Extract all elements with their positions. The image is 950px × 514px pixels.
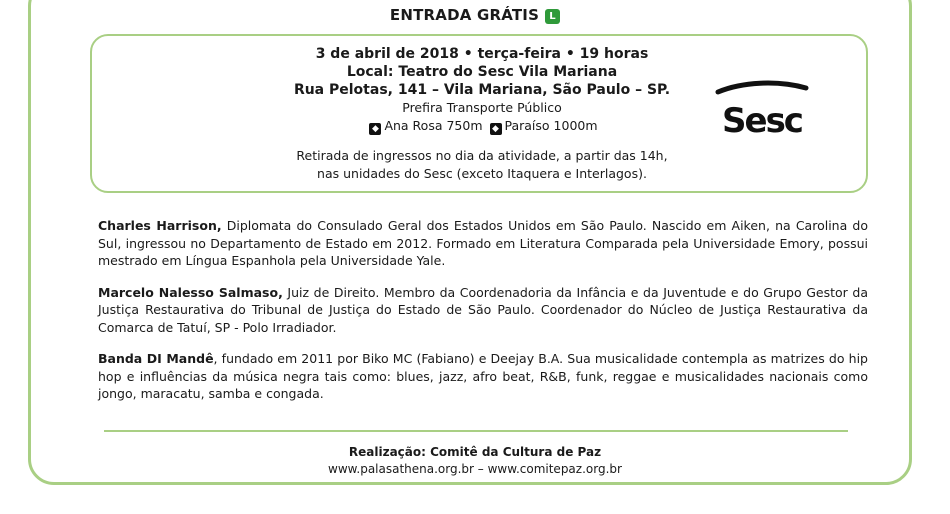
- bio-text: , fundado em 2011 por Biko MC (Fabiano) e Deejay B.A. Sua musicalidade contempla as matrizes do hip hop e influências da música negra tais como: blues, jazz, afro beat, R&B, funk, reggae e musicalidades nacionais como jongo, maracatu, samba e congada.: [98, 351, 868, 401]
- ticket-info-line-1: Retirada de ingressos no dia da atividade, a partir das 14h,: [296, 148, 668, 163]
- metro-icon: ◆: [490, 123, 502, 135]
- website-links[interactable]: www.palasathena.org.br – www.comitepaz.org.br: [328, 462, 622, 476]
- metro-icon: ◆: [369, 123, 381, 135]
- speaker-bios: [98, 217, 868, 417]
- bio-name: Charles Harrison,: [98, 218, 222, 233]
- bio-paragraph: [98, 350, 868, 403]
- organizer: Realização: Comitê da Cultura de Paz: [348, 445, 602, 459]
- rating-badge: L: [545, 9, 560, 24]
- bio-name: Banda DI Mandê: [98, 351, 214, 366]
- bio-paragraph: [98, 217, 868, 270]
- event-address: Rua Pelotas, 141 – Vila Mariana, São Paulo – SP.: [293, 82, 671, 98]
- header: [0, 6, 950, 24]
- station-ana-rosa: Ana Rosa 750m: [384, 118, 483, 133]
- sesc-logo: [712, 80, 812, 140]
- event-date: 3 de abril de 2018 • terça-feira • 19 horas: [315, 46, 649, 62]
- station-paraiso: Paraíso 1000m: [504, 118, 598, 133]
- ticket-info-line-2: nas unidades do Sesc (exceto Itaquera e Interlagos).: [317, 166, 647, 181]
- bio-name: Marcelo Nalesso Salmaso,: [98, 284, 283, 300]
- event-venue: Local: Teatro do Sesc Vila Mariana: [346, 64, 618, 80]
- svg-text:Sesc: Sesc: [722, 101, 802, 140]
- transport-note: Prefira Transporte Público: [402, 100, 562, 115]
- bio-paragraph: [98, 284, 868, 337]
- footer: [0, 444, 950, 478]
- entry-title: ENTRADA GRÁTIS: [389, 6, 540, 24]
- footer-divider: [104, 430, 848, 432]
- bio-text: Diplomata do Consulado Geral dos Estados Unidos em São Paulo. Nascido em Aiken, na Carolina do Sul, ingressou no Departamento de Estado em 2012. Formado em Literatura Comparada pela Universidade Emory, possui mestrado em Língua Espanhola pela Universidade Yale.: [98, 218, 868, 268]
- bio-text: Juiz de Direito. Membro da Coordenadoria da Infância e da Juventude e do Grupo Gestor da Justiça Restaurativa do Tribunal de Justiça do Estado de São Paulo. Coordenador do Núcleo de Justiça Restaurativa da Comarca de Tatuí, SP - Polo Irradiador.: [98, 284, 868, 335]
- event-info-box: [90, 34, 868, 193]
